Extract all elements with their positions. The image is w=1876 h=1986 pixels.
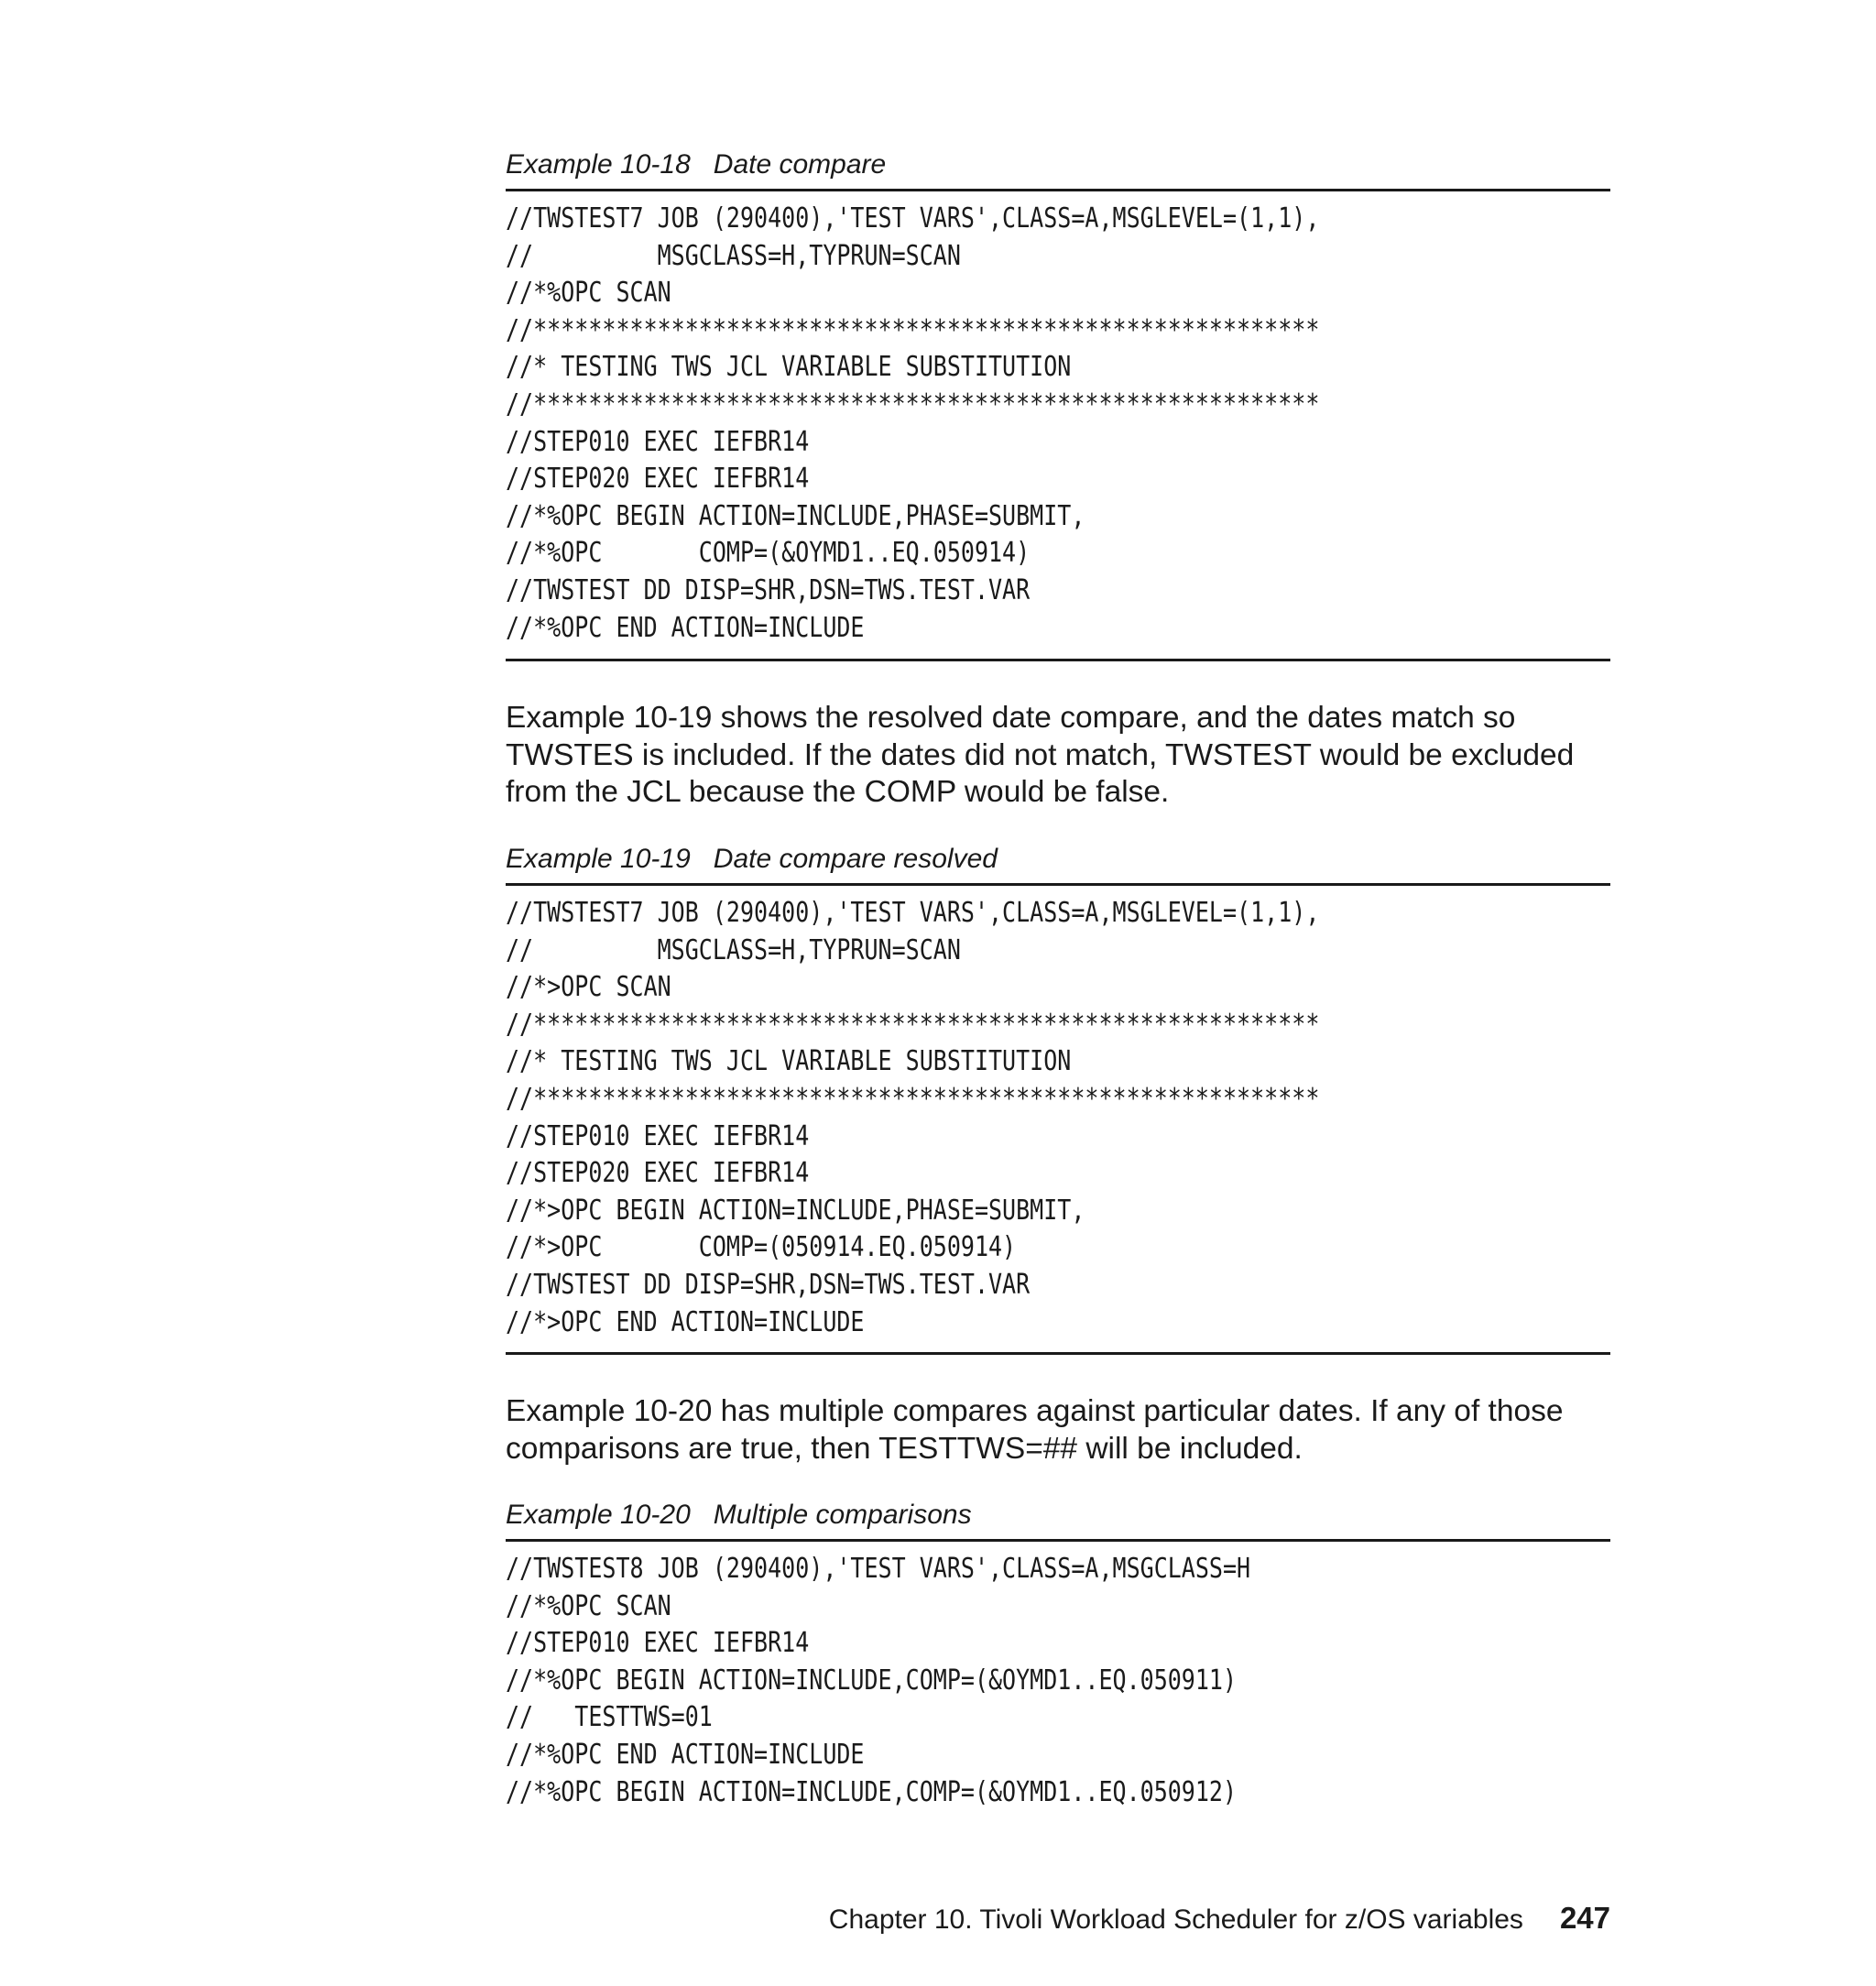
- chapter-title: Chapter 10. Tivoli Workload Scheduler for z/OS variables: [828, 1904, 1523, 1935]
- page-number: 247: [1559, 1901, 1610, 1935]
- code-line: //*********************************************************: [506, 1082, 1320, 1115]
- code-line: //*>OPC SCAN: [506, 971, 671, 1004]
- code-line: //STEP010 EXEC IEFBR14: [506, 1627, 810, 1660]
- code-line: //*>OPC COMP=(050914.EQ.050914): [506, 1231, 1017, 1264]
- code-line: //*********************************************************: [506, 313, 1320, 346]
- page-footer: [506, 1902, 1610, 1937]
- code-line: //* TESTING TWS JCL VARIABLE SUBSTITUTION: [506, 351, 1072, 384]
- code-line: //STEP010 EXEC IEFBR14: [506, 425, 810, 458]
- code-line: //*%OPC BEGIN ACTION=INCLUDE,COMP=(&OYMD1..EQ.050911): [506, 1664, 1238, 1697]
- code-line: //STEP010 EXEC IEFBR14: [506, 1119, 810, 1152]
- example-bottom-rule: [506, 659, 1610, 661]
- code-line: //* TESTING TWS JCL VARIABLE SUBSTITUTION: [506, 1045, 1072, 1078]
- code-line: //*********************************************************: [506, 387, 1320, 420]
- code-line: //TWSTEST DD DISP=SHR,DSN=TWS.TEST.VAR: [506, 1268, 1031, 1301]
- code-line: //*%OPC BEGIN ACTION=INCLUDE,PHASE=SUBMIT,: [506, 499, 1085, 532]
- code-line: //TWSTEST7 JOB (290400),'TEST VARS',CLASS=A,MSGLEVEL=(1,1),: [506, 897, 1320, 929]
- code-line: //TWSTEST8 JOB (290400),'TEST VARS',CLASS=A,MSGCLASS=H: [506, 1553, 1251, 1585]
- code-line: //*********************************************************: [506, 1008, 1320, 1041]
- example-top-rule: [506, 883, 1610, 886]
- example-caption-10-20: Example 10-20 Multiple comparisons: [506, 1500, 972, 1530]
- example-caption-10-18: Example 10-18 Date compare: [506, 149, 887, 180]
- code-line: //TWSTEST7 JOB (290400),'TEST VARS',CLASS=A,MSGLEVEL=(1,1),: [506, 202, 1320, 235]
- code-line: // TESTTWS=01: [506, 1701, 713, 1734]
- code-line: // MSGCLASS=H,TYPRUN=SCAN: [506, 239, 961, 272]
- code-line: //*%OPC END ACTION=INCLUDE: [506, 1738, 865, 1771]
- code-block-10-18: [506, 201, 1319, 647]
- example-caption-10-19: Example 10-19 Date compare resolved: [506, 844, 998, 874]
- code-line: //*%OPC COMP=(&OYMD1..EQ.050914): [506, 537, 1031, 570]
- code-line: //*%OPC END ACTION=INCLUDE: [506, 611, 865, 644]
- code-line: //*%OPC SCAN: [506, 1589, 671, 1622]
- code-line: //STEP020 EXEC IEFBR14: [506, 463, 810, 496]
- code-line: //*>OPC END ACTION=INCLUDE: [506, 1305, 865, 1338]
- code-line: //STEP020 EXEC IEFBR14: [506, 1157, 810, 1190]
- code-line: // MSGCLASS=H,TYPRUN=SCAN: [506, 933, 961, 966]
- code-line: //*%OPC SCAN: [506, 277, 671, 310]
- code-block-10-19: [506, 895, 1319, 1341]
- body-paragraph: Example 10-19 shows the resolved date compare, and the dates match so TWSTES is included. If the dates did not match, TWSTEST would be excluded from the JCL because the COMP would be false.: [506, 701, 1575, 809]
- code-line: //TWSTEST DD DISP=SHR,DSN=TWS.TEST.VAR: [506, 573, 1031, 606]
- example-top-rule: [506, 189, 1610, 191]
- code-block-10-20: [506, 1551, 1250, 1811]
- code-line: //*>OPC BEGIN ACTION=INCLUDE,PHASE=SUBMIT,: [506, 1194, 1085, 1227]
- example-top-rule: [506, 1539, 1610, 1542]
- body-paragraph: Example 10-20 has multiple compares against particular dates. If any of those comparisons are true, then TESTTWS=## will be included.: [506, 1394, 1564, 1466]
- example-bottom-rule: [506, 1352, 1610, 1355]
- code-line: //*%OPC BEGIN ACTION=INCLUDE,COMP=(&OYMD1..EQ.050912): [506, 1775, 1238, 1808]
